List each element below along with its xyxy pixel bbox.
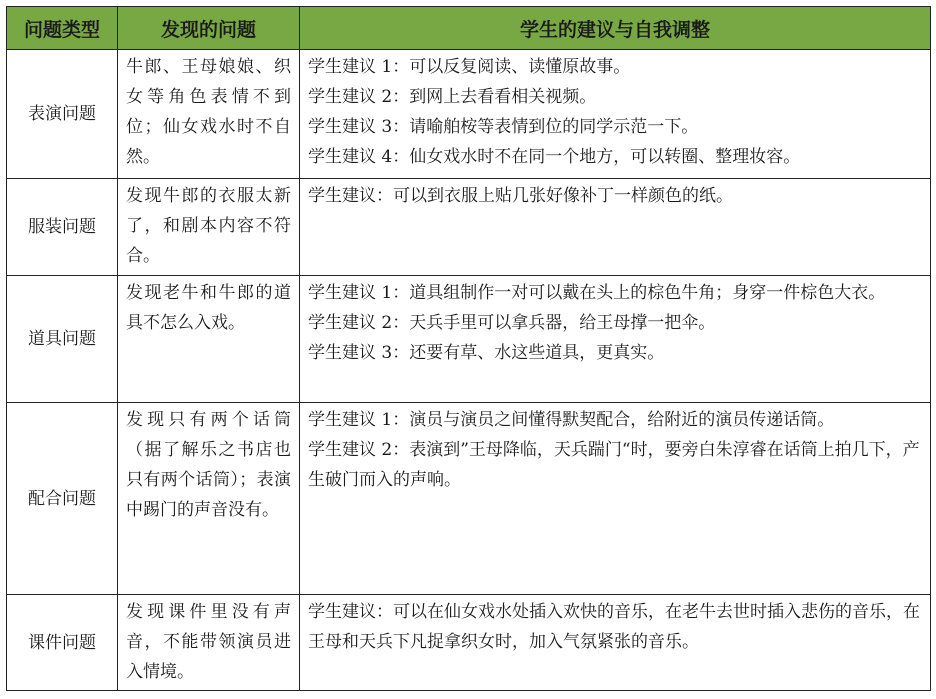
suggestions-cell [300, 403, 931, 595]
table-row [7, 50, 931, 179]
suggestions-cell [300, 276, 931, 403]
suggestion-item: 学生建议 3：还要有草、水这些道具，更真实。 [308, 343, 665, 363]
problem-type-cell: 课件问题 [7, 595, 118, 691]
problem-type-cell: 服装问题 [7, 179, 118, 276]
header-problem-type: 问题类型 [7, 7, 118, 50]
found-problem-cell: 发现只有两个话筒（据了解乐之书店也只有两个话筒）；表演中踢门的声音没有。 [118, 403, 300, 595]
suggestion-item: 学生建议 2：天兵手里可以拿兵器，给王母撑一把伞。 [308, 313, 716, 333]
suggestion-item: 学生建议 3：请喻舶桉等表情到位的同学示范一下。 [308, 117, 699, 137]
suggestions-cell [300, 50, 931, 179]
header-found-problem: 发现的问题 [118, 7, 300, 50]
found-problem-cell: 发现课件里没有声音，不能带领演员进入情境。 [118, 595, 300, 691]
problem-type-cell: 配合问题 [7, 403, 118, 595]
suggestion-item: 学生建议 1：道具组制作一对可以戴在头上的棕色牛角；身穿一件棕色大衣。 [308, 283, 886, 303]
table-row [7, 595, 931, 691]
suggestion-item: 学生建议 1：演员与演员之间懂得默契配合，给附近的演员传递话筒。 [308, 410, 835, 430]
found-problem-cell: 发现牛郎的衣服太新了，和剧本内容不符合。 [118, 179, 300, 276]
suggestion-item: 学生建议 4：仙女戏水时不在同一个地方，可以转圈、整理妆容。 [308, 147, 801, 167]
suggestions-cell [300, 179, 931, 276]
issues-table [6, 6, 931, 691]
suggestions-cell [300, 595, 931, 691]
problem-type-cell: 表演问题 [7, 50, 118, 179]
problem-type-cell: 道具问题 [7, 276, 118, 403]
table-row [7, 403, 931, 595]
suggestion-item: 学生建议 1：可以反复阅读、读懂原故事。 [308, 57, 631, 77]
found-problem-cell: 发现老牛和牛郎的道具不怎么入戏。 [118, 276, 300, 403]
suggestion-item: 学生建议：可以在仙女戏水处插入欢快的音乐，在老牛去世时插入悲伤的音乐，在王母和天兵下凡捉拿织女时，加入气氛紧张的音乐。 [308, 602, 920, 652]
suggestion-item: 学生建议 2：到网上去看看相关视频。 [308, 87, 597, 107]
table-row [7, 179, 931, 276]
table-row [7, 276, 931, 403]
header-suggestions: 学生的建议与自我调整 [300, 7, 931, 50]
suggestion-item: 学生建议 2：表演到”王母降临，天兵踹门“时，要旁白朱淳睿在话筒上拍几下，产生破门而入的声响。 [308, 440, 920, 490]
suggestion-item: 学生建议：可以到衣服上贴几张好像补丁一样颜色的纸。 [308, 186, 733, 206]
found-problem-cell: 牛郎、王母娘娘、织女等角色表情不到位；仙女戏水时不自然。 [118, 50, 300, 179]
header-row [7, 7, 931, 50]
